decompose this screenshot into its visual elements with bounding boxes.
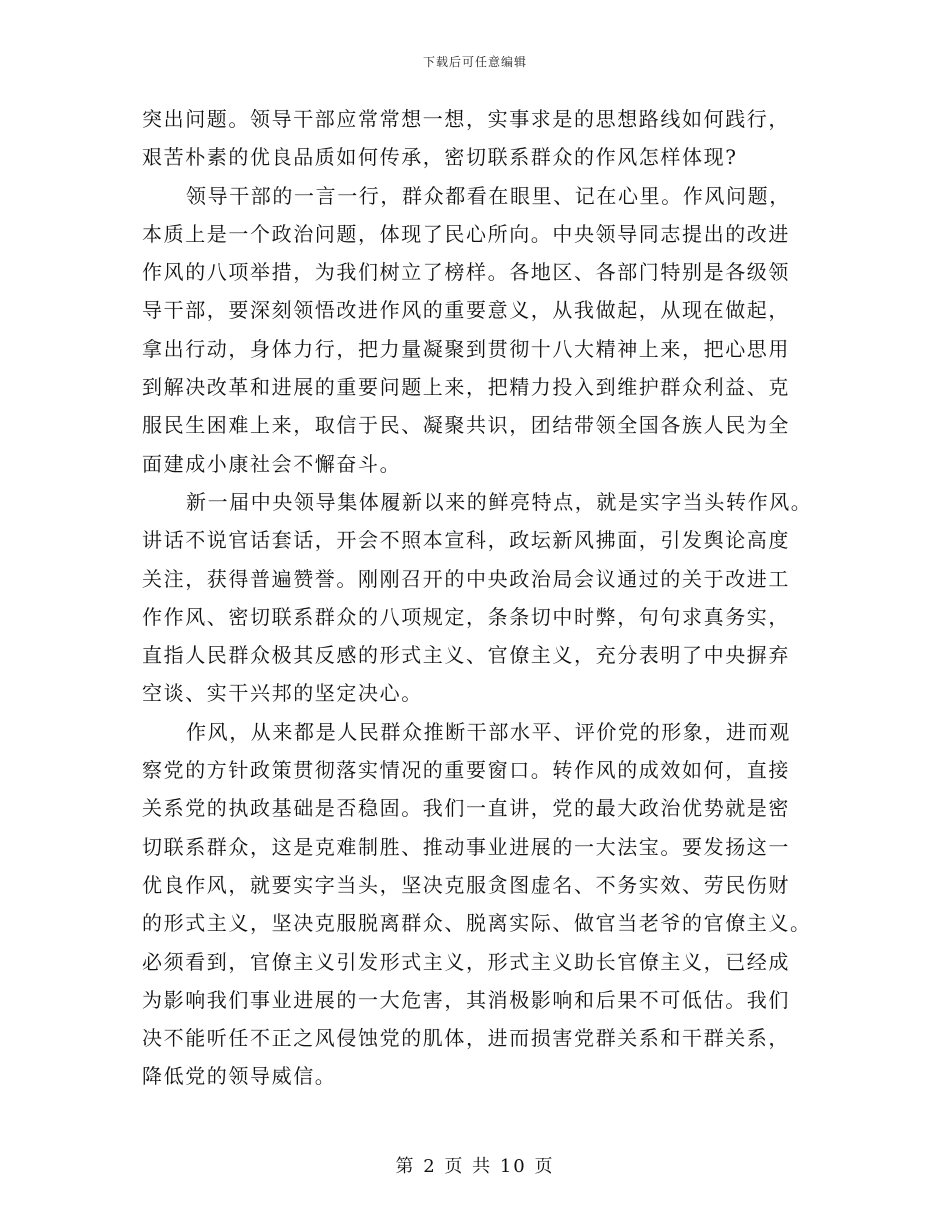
text-line: 拿出行动，身体力行，把力量凝聚到贯彻十八大精神上来，把心思用 <box>142 336 790 361</box>
text-line: 的形式主义，坚决克服脱离群众、脱离实际、做官当老爷的官僚主义。 <box>142 911 812 936</box>
paragraph-first-line: 作风，从来都是人民群众推断干部水平、评价党的形象，进而观 <box>186 719 791 744</box>
text-line: 必须看到，官僚主义引发形式主义，形式主义助长官僚主义，已经成 <box>142 949 790 974</box>
page-footer: 第 2 页 共 10 页 <box>395 1156 555 1177</box>
paragraph-first-line: 新一届中央领导集体履新以来的鲜亮特点，就是实字当头转作风。 <box>186 489 813 514</box>
text-line: 决不能听任不正之风侵蚀党的肌体，进而损害党群关系和干群关系， <box>142 1026 790 1051</box>
text-line: 降低党的领导威信。 <box>142 1064 337 1089</box>
text-line: 本质上是一个政治问题，体现了民心所向。中央领导同志提出的改进 <box>142 221 790 246</box>
text-line: 作风的八项举措，为我们树立了榜样。各地区、各部门特别是各级领 <box>142 260 790 285</box>
text-line: 作作风、密切联系群众的八项规定，条条切中时弊，句句求真务实， <box>142 604 790 629</box>
page-header: 下载后可任意编辑 <box>422 55 527 69</box>
text-line: 面建成小康社会不懈奋斗。 <box>142 451 402 476</box>
text-line: 突出问题。领导干部应常常想一想，实事求是的思想路线如何践行， <box>142 107 790 131</box>
text-line: 为影响我们事业进展的一大危害，其消极影响和后果不可低估。我们 <box>142 987 790 1012</box>
text-line: 关系党的执政基础是否稳固。我们一直讲，党的最大政治优势就是密 <box>142 796 790 821</box>
text-line: 讲话不说官话套话，开会不照本宣科，政坛新风拂面，引发舆论高度 <box>142 528 790 553</box>
text-line: 优良作风，就要实字当头，坚决克服贪图虚名、不务实效、劳民伤财 <box>142 872 790 897</box>
text-line: 艰苦朴素的优良品质如何传承，密切联系群众的作风怎样体现? <box>142 145 738 170</box>
document-body <box>142 100 813 1096</box>
text-line: 切联系群众，这是克难制胜、推动事业进展的一大法宝。要发扬这一 <box>142 834 790 859</box>
paragraph-first-line: 领导干部的一言一行，群众都看在眼里、记在心里。作风问题， <box>186 183 791 208</box>
text-line: 关注，获得普遍赞誉。刚刚召开的中央政治局会议通过的关于改进工 <box>142 566 790 591</box>
text-line: 直指人民群众极其反感的形式主义、官僚主义，充分表明了中央摒弃 <box>142 643 790 668</box>
text-line: 察党的方针政策贯彻落实情况的重要窗口。转作风的成效如何，直接 <box>142 758 790 783</box>
text-line: 到解决改革和进展的重要问题上来，把精力投入到维护群众利益、克 <box>142 375 790 400</box>
text-line: 导干部，要深刻领悟改进作风的重要意义，从我做起，从现在做起， <box>142 298 790 323</box>
text-line: 服民生困难上来，取信于民、凝聚共识，团结带领全国各族人民为全 <box>142 413 790 438</box>
text-line: 空谈、实干兴邦的坚定决心。 <box>142 681 423 706</box>
